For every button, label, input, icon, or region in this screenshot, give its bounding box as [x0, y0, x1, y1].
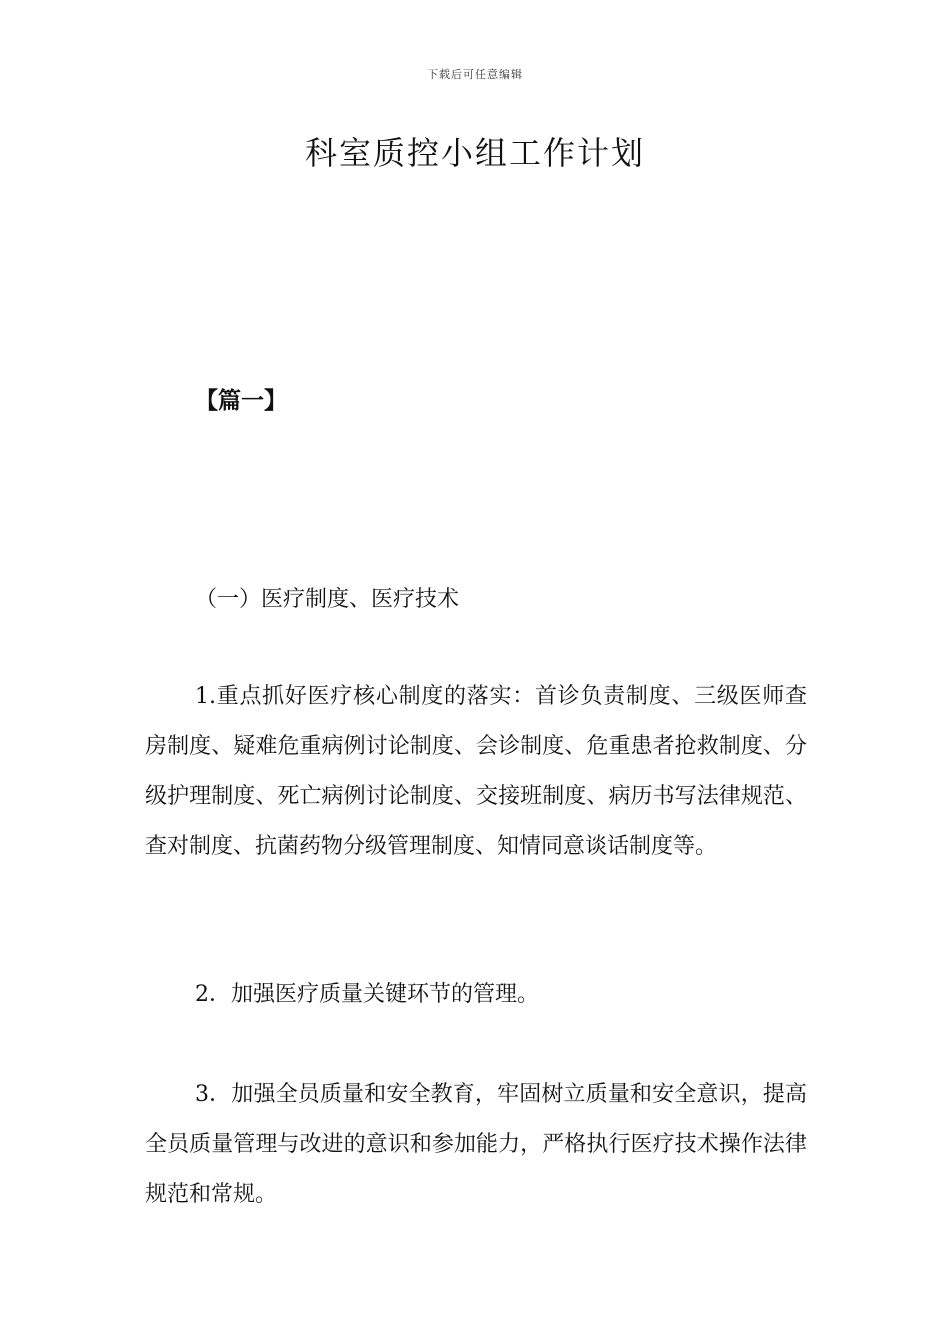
header-note: 下载后可任意编辑 [427, 68, 523, 81]
subheading: （一）医疗制度、医疗技术 [195, 587, 460, 612]
paragraph-1: 1.重点抓好医疗核心制度的落实：首诊负责制度、三级医师查房制度、疑难危重病例讨论制度、会诊制度、危重患者抢救制度、分级护理制度、死亡病例讨论制度、交接班制度、病历书写法律规范、查对制度、抗菌药物分级管理制度、知情同意谈话制度等。 [145, 684, 807, 859]
section-label: 【篇一】 [195, 388, 287, 414]
paragraph-2: 2．加强医疗质量关键环节的管理。 [195, 982, 539, 1007]
document-title: 科室质控小组工作计划 [304, 134, 645, 172]
paragraph-3: 3．加强全员质量和安全教育，牢固树立质量和安全意识，提高全员质量管理与改进的意识和参加能力，严格执行医疗技术操作法律规范和常规。 [145, 1082, 807, 1207]
